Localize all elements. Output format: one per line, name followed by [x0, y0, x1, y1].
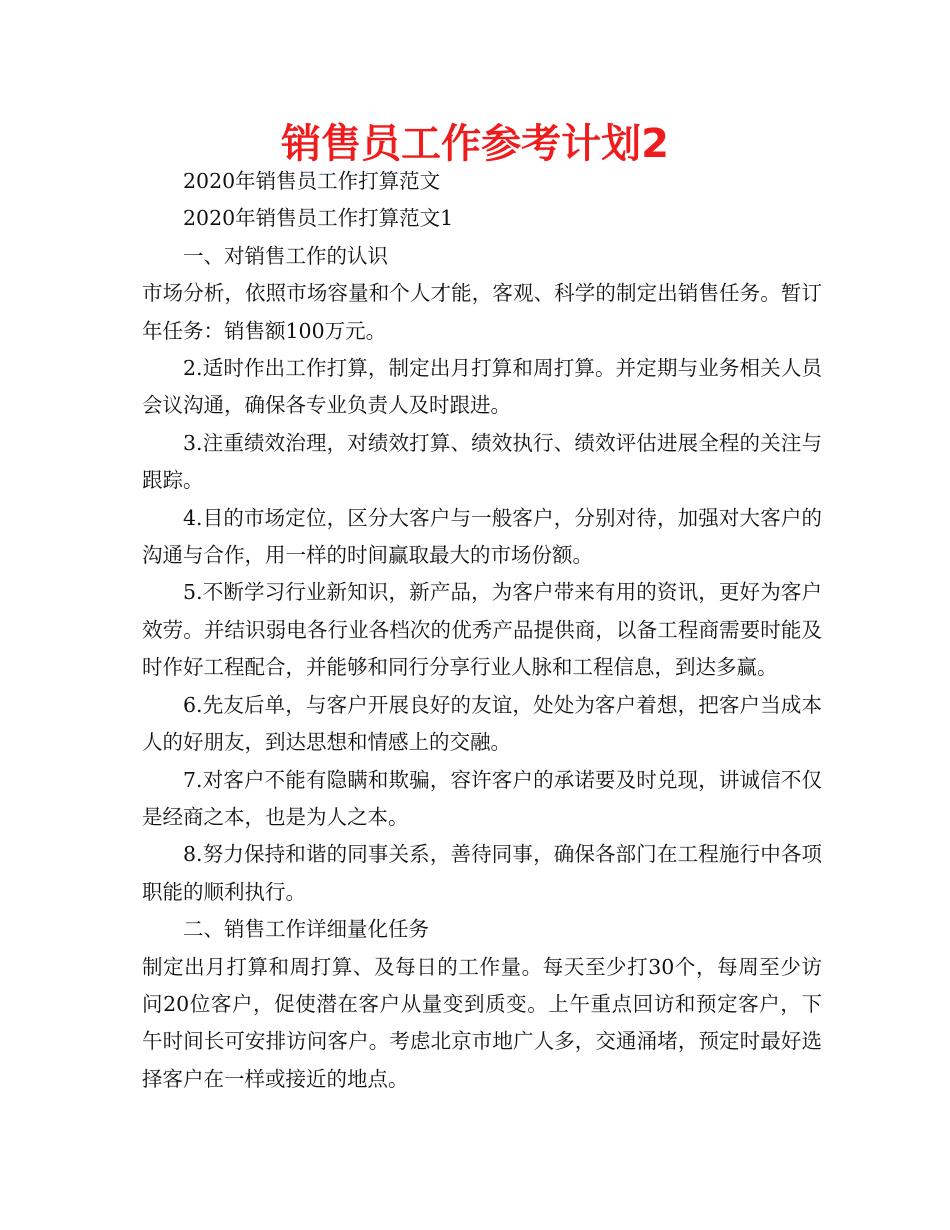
- paragraph: 2020年销售员工作打算范文: [183, 169, 441, 193]
- document-body: [142, 163, 822, 1098]
- list-item: 7.对客户不能有隐瞒和欺骗，容许客户的承诺要及时兑现，讲诚信不仅是经商之本，也是为人之本。: [142, 767, 822, 829]
- list-item: 5.不断学习行业新知识，新产品，为客户带来有用的资讯，更好为客户效劳。并结识弱电各行业各档次的优秀产品提供商，以备工程商需要时能及时作好工程配合，并能够和同行分享行业人脉和工程信息，到达多赢。: [142, 580, 822, 680]
- section-heading: 一、对销售工作的认识: [183, 243, 388, 268]
- list-item: 2.适时作出工作打算，制定出月打算和周打算。并定期与业务相关人员会议沟通，确保各专业负责人及时跟进。: [142, 356, 822, 418]
- list-item: 6.先友后单，与客户开展良好的友谊，处处为客户着想，把客户当成本人的好朋友，到达思想和情感上的交融。: [142, 692, 822, 755]
- paragraph: 2020年销售员工作打算范文1: [183, 206, 454, 231]
- list-item: 3.注重绩效治理，对绩效打算、绩效执行、绩效评估进展全程的关注与跟踪。: [142, 430, 822, 493]
- section-heading: 二、销售工作详细量化任务: [183, 917, 429, 942]
- list-item: 4.目的市场定位，区分大客户与一般客户，分别对待，加强对大客户的沟通与合作，用一样的时间赢取最大的市场份额。: [142, 505, 822, 568]
- document-title: 销售员工作参考计划2: [281, 121, 669, 167]
- paragraph: 市场分析，依照市场容量和个人才能，客观、科学的制定出销售任务。暂订年任务：销售额100万元。: [142, 281, 822, 343]
- paragraph: 制定出月打算和周打算、及每日的工作量。每天至少打30个，每周至少访问20位客户，促使潜在客户从量变到质变。上午重点回访和预定客户，下午时间长可安排访问客户。考虑北京市地广人多，交通涌堵，预定时最好选择客户在一样或接近的地点。: [142, 954, 822, 1091]
- list-item: 8.努力保持和谐的同事关系，善待同事，确保各部门在工程施行中各项职能的顺利执行。: [142, 842, 822, 904]
